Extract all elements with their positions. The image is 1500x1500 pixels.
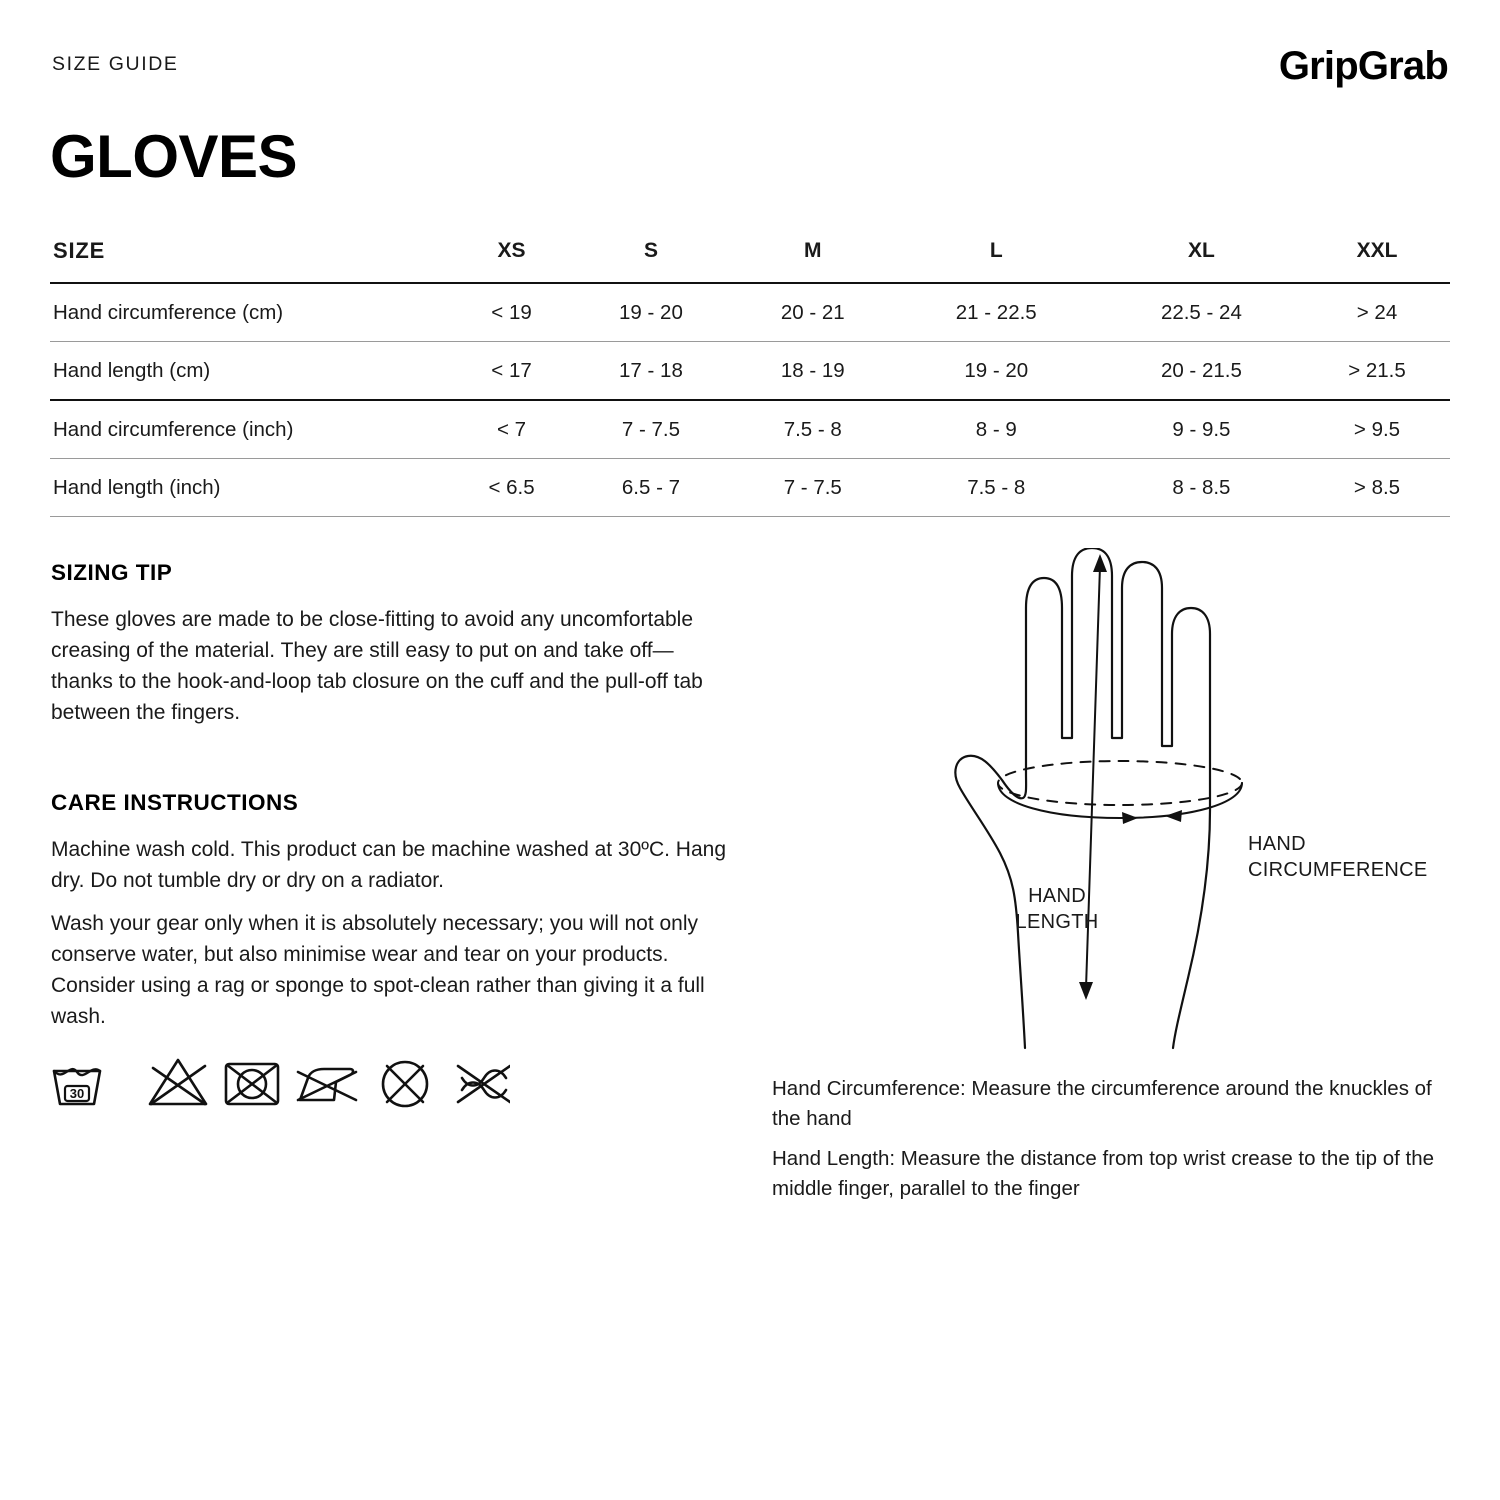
- cell-l: 8 - 9: [975, 417, 1017, 441]
- cell-xs: < 17: [491, 358, 532, 382]
- care-symbols-row: [50, 1052, 510, 1110]
- row-label: Hand length (cm): [53, 358, 211, 382]
- table-header-row: [50, 228, 1450, 283]
- machine-wash-30-icon: [54, 1069, 100, 1104]
- row-label: Hand length (inch): [53, 475, 221, 499]
- hand-circumference-label-line1: HAND: [1248, 833, 1306, 855]
- hand-circumference-label: [1248, 831, 1438, 883]
- cell-xs: < 19: [491, 300, 532, 324]
- care-instructions-heading: CARE INSTRUCTIONS: [51, 790, 299, 815]
- table-row: [50, 459, 1450, 517]
- cell-s: 7 - 7.5: [621, 417, 681, 441]
- row-label: Hand circumference (cm): [53, 300, 284, 324]
- table-row: [50, 400, 1450, 459]
- cell-xxl: > 8.5: [1353, 475, 1401, 499]
- page-title: GLOVES: [50, 123, 298, 190]
- hand-outline-icon: [955, 548, 1210, 1048]
- table-header-xxl: XXL: [1356, 239, 1398, 262]
- table-header-m: M: [804, 239, 822, 262]
- care-instructions-paragraph-1: Machine wash cold. This product can be machine washed at 30ºC. Hang dry. Do not tumble dry or dry on a radiator.: [51, 838, 726, 892]
- sizing-tip-heading: SIZING TIP: [51, 560, 173, 585]
- do-not-tumble-dry-icon: [226, 1064, 278, 1104]
- table-row: [50, 342, 1450, 401]
- cell-s: 19 - 20: [619, 300, 683, 324]
- note-hand-length: Hand Length: Measure the distance from top wrist crease to the tip of the middle finger, parallel to the finger: [772, 1147, 1435, 1200]
- care-instructions-paragraph-2: Wash your gear only when it is absolutely necessary; you will not only conserve water, but also minimise wear and tear on your products. Consider using a rag or sponge to spot-clean rather than giving it a full wash.: [51, 912, 705, 1028]
- hand-length-label-line1: HAND: [1028, 885, 1086, 907]
- hand-length-label-line2: LENGTH: [1015, 911, 1099, 933]
- hand-measurement-diagram: [770, 548, 1460, 1058]
- row-label: Hand circumference (inch): [53, 417, 294, 441]
- cell-xxl: > 24: [1356, 300, 1398, 324]
- brand-logo: GripGrab: [1278, 44, 1448, 88]
- cell-xl: 9 - 9.5: [1172, 417, 1231, 441]
- table-header-s: S: [643, 239, 658, 262]
- cell-m: 7 - 7.5: [783, 475, 842, 499]
- cell-l: 19 - 20: [964, 358, 1029, 382]
- table-row: [50, 283, 1450, 342]
- table-header-xl: XL: [1187, 239, 1215, 262]
- cell-xxl: > 21.5: [1348, 358, 1406, 382]
- hand-circumference-label-line2: CIRCUMFERENCE: [1248, 859, 1428, 881]
- cell-xl: 8 - 8.5: [1172, 475, 1231, 499]
- cell-xs: < 7: [496, 417, 527, 441]
- cell-s: 17 - 18: [619, 358, 683, 382]
- cell-l: 7.5 - 8: [967, 475, 1026, 499]
- cell-m: 20 - 21: [780, 300, 845, 324]
- sizing-tip-body: These gloves are made to be close-fitting to avoid any uncomfortable creasing of the material. They are still easy to put on and take off—thanks to the hook-and-loop tab closure on the cuff and the pull-off tab between the fingers.: [51, 608, 703, 724]
- table-header-l: L: [989, 239, 1003, 262]
- cell-l: 21 - 22.5: [955, 300, 1037, 324]
- page-header: [52, 44, 1448, 92]
- svg-text:30: 30: [69, 1086, 85, 1101]
- do-not-bleach-icon: [150, 1060, 206, 1104]
- size-table: [50, 228, 1450, 517]
- hand-length-label: [1002, 883, 1112, 935]
- cell-xxl: > 9.5: [1353, 417, 1401, 441]
- cell-xs: < 6.5: [488, 475, 535, 499]
- do-not-iron-icon: [298, 1069, 356, 1100]
- size-guide-label: SIZE GUIDE: [52, 53, 179, 75]
- hand-circumference-indicator: [998, 761, 1242, 824]
- table-header-xs: XS: [497, 239, 526, 262]
- do-not-dry-clean-icon: [383, 1062, 427, 1106]
- table-header: [50, 228, 1450, 283]
- cell-xl: 20 - 21.5: [1160, 358, 1242, 382]
- cell-m: 7.5 - 8: [783, 417, 842, 441]
- cell-s: 6.5 - 7: [621, 475, 681, 499]
- note-hand-circumference: Hand Circumference: Measure the circumference around the knuckles of the hand: [772, 1077, 1432, 1130]
- cell-m: 18 - 19: [780, 358, 845, 382]
- table-body: [50, 283, 1450, 517]
- cell-xl: 22.5 - 24: [1160, 300, 1242, 324]
- table-header-size: SIZE: [53, 238, 106, 263]
- do-not-wring-icon: [458, 1066, 510, 1102]
